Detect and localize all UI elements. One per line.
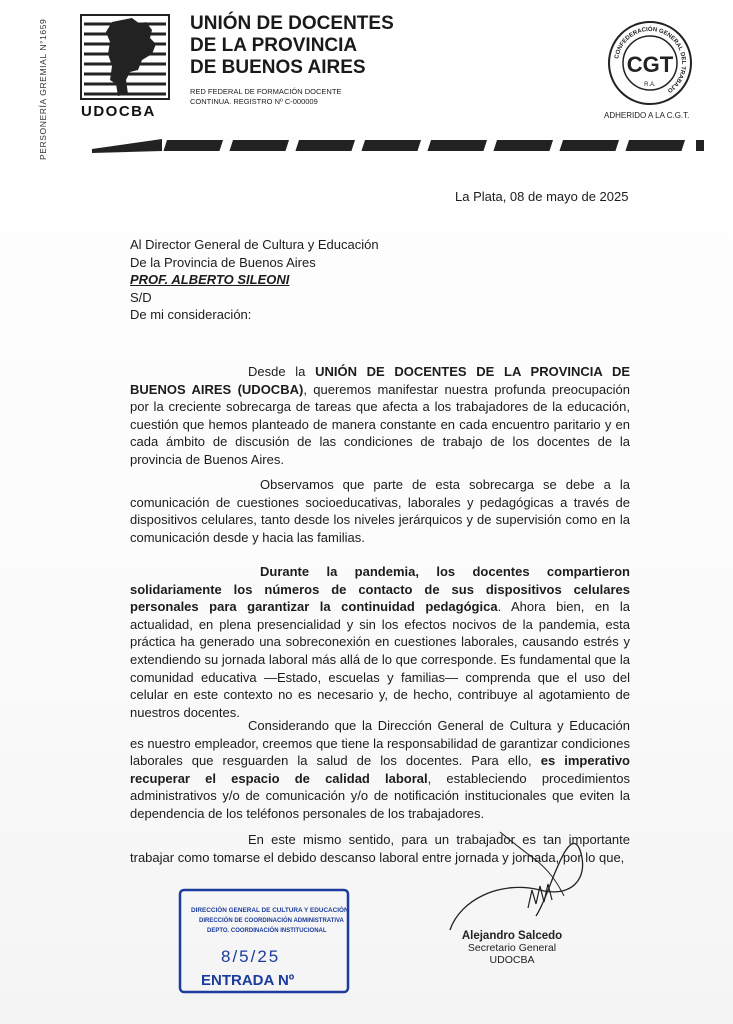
sd-abbrev: S/D: [130, 289, 152, 305]
signer-title: Secretario General: [467, 942, 557, 954]
letter-date: La Plata, 08 de mayo de 2025: [455, 189, 629, 204]
stamp-date-handwritten: 8/5/25: [221, 947, 281, 966]
addressee-name: PROF. ALBERTO SILEONI: [130, 272, 290, 288]
org-line-2: DE LA PROVINCIA: [190, 35, 358, 56]
p2-body: Observamos que parte de esta sobrecarga se debe a la comunicación de cuestiones socioeducativas, laborales y pedagógicas a través de dispositivos celulares, tanto desde los niveles jerárquicos y de supervisión como en la comunicación desde y hacia las familias.: [130, 477, 630, 545]
addressee-block: [130, 236, 379, 324]
stamp-line-3: DEPTO. COORDINACIÓN INSTITUCIONAL: [207, 928, 327, 934]
p4-intro: Considerando que la Dirección General de Cultura y Educación es nuestro empleador, creemos que tiene la responsabilidad de garantizar condiciones laborales que resguarden la salud de los docentes. Para ello,: [130, 718, 630, 769]
reception-stamp: [177, 886, 353, 998]
registry-line-2: CONTINUA. REGISTRO Nº C-000009: [190, 97, 318, 106]
stamp-line-2: DIRECCIÓN DE COORDINACIÓN ADMINISTRATIVA: [199, 918, 344, 924]
paragraph-4: [130, 717, 630, 823]
p1-intro: Desde la: [248, 364, 316, 379]
p4-bold: es imperativo recuperar el espacio de calidad laboral: [130, 753, 630, 786]
header-divider: [92, 137, 704, 153]
adherido-text: ADHERIDO A LA C.G.T.: [604, 111, 690, 120]
p1-org-name: UNIÓN DE DOCENTES DE LA PROVINCIA DE BUENOS AIRES (UDOCBA): [130, 364, 631, 397]
registry-line-1: RED FEDERAL DE FORMACIÓN DOCENTE: [190, 87, 342, 96]
brand-name: UDOCBA: [81, 103, 156, 120]
stamp-line-1: DIRECCIÓN GENERAL DE CULTURA Y EDUCACIÓN: [191, 907, 349, 914]
signer-org: UDOCBA: [489, 954, 535, 966]
p5-body: En este mismo sentido, para un trabajador es tan importante trabajar como tomarse el debido descanso laboral entre jornada y jornada, por lo que,: [130, 832, 630, 865]
p1-body: , queremos manifestar nuestra profunda preocupación por la creciente sobrecarga de tareas que afecta a los trabajadores de la educación, cuestión que hemos planteado de manera constante en cada encuentro paritario y en cada ámbito de discusión de las condiciones de trabajo de los docentes de la provincia de Buenos Aires.: [130, 381, 630, 467]
greeting: De mi consideración:: [130, 307, 252, 323]
cgt-ra: R.A.: [644, 82, 656, 88]
paragraph-3: [130, 563, 630, 721]
personeria-vertical-text: PERSONERÍA GREMIAL N°1659: [38, 18, 48, 160]
org-line-3: DE BUENOS AIRES: [190, 57, 366, 78]
signer-name: Alejandro Salcedo: [461, 930, 563, 942]
handwritten-signature: [440, 820, 600, 940]
udocba-logo-icon: [80, 14, 170, 100]
paragraph-2: [130, 476, 630, 546]
organization-name: [190, 13, 394, 79]
signature-block: [447, 930, 577, 966]
addressee-line-2: De la Provincia de Buenos Aires: [130, 254, 316, 270]
registry-info: [190, 87, 341, 107]
org-line-1: UNIÓN DE DOCENTES: [190, 13, 394, 34]
stamp-entrada: ENTRADA Nº: [201, 972, 295, 989]
p4-body: , estableciendo procedimientos administrativos y/o de comunicación y/o de notificación institucionales que eviten la dependencia de los teléfonos personales de los trabajadores.: [130, 770, 630, 821]
cgt-ring-text: CONFEDERACIÓN GENERAL DEL TRABAJO: [614, 26, 687, 94]
cgt-letters: CGT: [626, 52, 674, 77]
p3-body: . Ahora bien, en la actualidad, en plena presencialidad y sin los efectos nocivos de la pandemia, esta práctica ha generado una sobreconexión en cuestiones laborales, causando estrés y extendiendo su jornada laboral más allá de lo que corresponde. Es fundamental que la comunidad educativa —Estado, escuelas y familias— comprenda que el uso del celular en este contexto no es necesario y, de hecho, contribuye al agotamiento de nuestros docentes.: [130, 599, 630, 720]
paragraph-1: [130, 363, 630, 469]
p3-bold: Durante la pandemia, los docentes compartieron solidariamente los números de contacto de sus dispositivos celulares personales para garantizar la continuidad pedagógica: [130, 564, 630, 615]
cgt-seal-icon: [607, 20, 693, 106]
addressee-line-1: Al Director General de Cultura y Educación: [130, 237, 379, 252]
